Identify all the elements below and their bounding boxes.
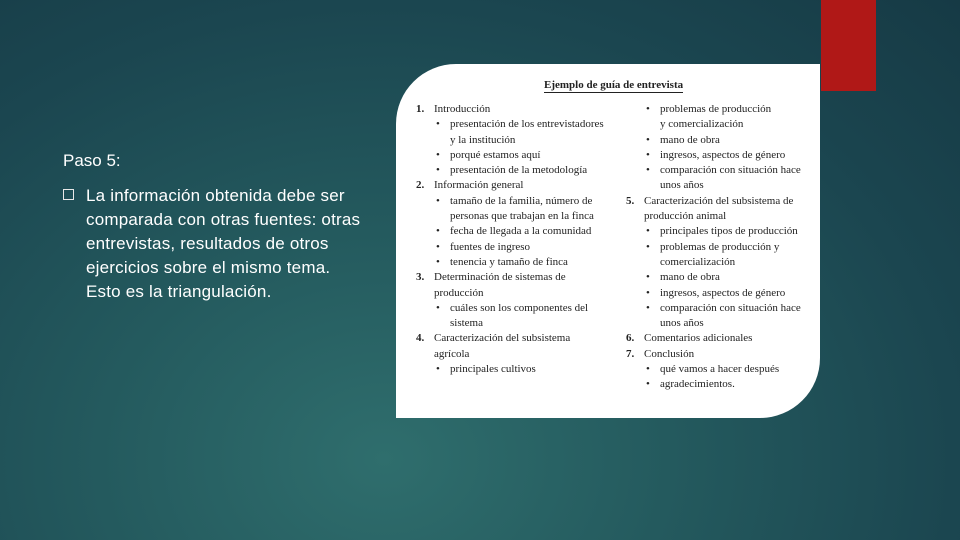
bullet-dot-icon: • [646,378,650,391]
guide-item-continuation: unos años [660,317,704,330]
guide-item-continuation: sistema [450,317,483,330]
guide-item-continuation: producción animal [644,210,727,223]
guide-line [626,224,816,239]
guide-item: problemas de producción [660,103,772,115]
guide-line [416,194,628,209]
guide-line [416,255,628,270]
bullet-dot-icon: • [436,148,440,161]
guide-line [626,301,816,316]
section-number: 7. [626,347,635,360]
bullet-dot-icon: • [646,103,650,115]
bullet-dot-icon: • [646,148,650,161]
guide-right-column [626,102,816,393]
guide-item: principales cultivos [450,363,536,376]
section-number: 3. [416,271,425,284]
guide-line [416,117,628,132]
section-heading: Introducción [434,103,491,115]
bullet-paragraph [63,184,363,304]
bullet-dot-icon: • [436,225,440,238]
guide-line [626,148,816,163]
guide-item: ingresos, aspectos de género [660,286,786,299]
guide-line [416,178,628,193]
bullet-dot-icon: • [646,133,650,146]
section-heading: Comentarios adicionales [644,332,753,345]
bullet-dot-icon: • [646,363,650,376]
bullet-dot-icon: • [436,363,440,376]
section-number: 1. [416,103,425,115]
section-heading: Conclusión [644,347,695,360]
guide-line [416,331,628,346]
guide-item: agradecimientos. [660,378,735,391]
guide-line [626,347,816,362]
section-heading: Determinación de sistemas de [434,271,566,284]
guide-item: ingresos, aspectos de género [660,148,786,161]
guide-item-continuation: unos años [660,179,704,192]
bullet-dot-icon: • [436,255,440,268]
guide-line [626,194,816,209]
bullet-dot-icon: • [436,118,440,131]
guide-item-continuation: producción [434,286,484,299]
guide-item: fuentes de ingreso [450,240,531,253]
guide-item-continuation: y comercialización [660,118,744,131]
guide-item: tamaño de la familia, número de [450,194,593,207]
guide-line [416,102,628,117]
bullet-dot-icon: • [646,301,650,314]
red-accent-bar [821,0,876,91]
bullet-dot-icon: • [646,286,650,299]
bullet-dot-icon: • [646,225,650,238]
bullet-dot-icon: • [646,164,650,177]
guide-line [416,301,628,316]
step-title: Paso 5: [63,151,121,170]
section-number: 5. [626,194,635,207]
guide-line [416,316,628,331]
guide-left-column [416,102,628,377]
guide-item-continuation: personas que trabajan en la finca [450,210,594,223]
guide-line [416,148,628,163]
guide-line [626,117,816,132]
guide-line [416,209,628,224]
guide-item: cuáles son los componentes del [450,301,589,314]
guide-line [626,270,816,285]
guide-line [626,209,816,224]
guide-line [416,347,628,362]
section-heading: Información general [434,179,524,192]
bullet-dot-icon: • [436,301,440,314]
guide-item: comparación con situación hace [660,301,801,314]
guide-item: presentación de los entrevistadores [450,118,604,131]
bullet-dot-icon: • [436,240,440,253]
guide-item-continuation: y la institución [450,133,516,146]
guide-line [416,163,628,178]
guide-line [626,163,816,178]
checkbox-bullet-icon [63,189,74,200]
bullet-dot-icon: • [436,164,440,177]
guide-line [416,270,628,285]
guide-item: presentación de la metodología [450,164,588,177]
bullet-dot-icon: • [436,194,440,207]
guide-item: problemas de producción y [660,240,780,253]
guide-item: fecha de llegada a la comunidad [450,225,592,238]
guide-line [626,133,816,148]
guide-item: comparación con situación hace [660,164,801,177]
guide-item: mano de obra [660,271,720,284]
guide-line [626,102,816,117]
section-number: 2. [416,179,425,192]
guide-line [626,377,816,392]
section-heading: Caracterización del subsistema de [644,194,794,207]
guide-line [416,133,628,148]
guide-line [416,224,628,239]
guide-line [626,331,816,346]
guide-line [416,362,628,377]
section-number: 6. [626,332,635,345]
section-heading: Caracterización del subsistema [434,332,571,345]
guide-item-continuation: agrícola [434,347,470,360]
guide-line [626,286,816,301]
guide-item: principales tipos de producción [660,225,798,238]
guide-item: qué vamos a hacer después [660,363,780,376]
guide-line [626,362,816,377]
guide-line [626,240,816,255]
guide-item-continuation: comercialización [660,255,736,268]
guide-line [416,240,628,255]
bullet-text: La información obtenida debe ser comparada con otras fuentes: otras entrevistas, resultados de otros ejercicios sobre el mismo tema. Esto es la triangulación. [86,186,361,301]
guide-line [416,286,628,301]
guide-item: mano de obra [660,133,720,146]
interview-guide-image [396,64,820,418]
guide-item: porqué estamos aquí [450,148,541,161]
bullet-dot-icon: • [646,240,650,253]
section-number: 4. [416,332,425,345]
guide-item: tenencia y tamaño de finca [450,255,568,268]
guide-title: Ejemplo de guía de entrevista [544,79,684,91]
bullet-dot-icon: • [646,271,650,284]
guide-line [626,316,816,331]
guide-line [626,178,816,193]
guide-line [626,255,816,270]
